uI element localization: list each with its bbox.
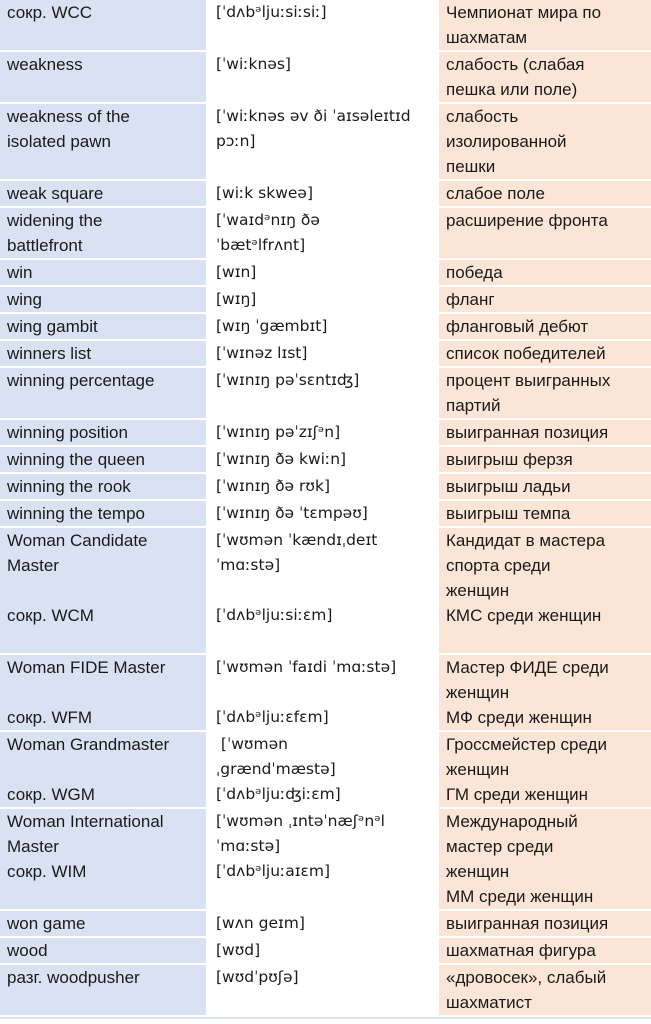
text-line	[7, 578, 204, 603]
ipa-cell	[209, 474, 436, 499]
text-line: [wɪŋ]	[216, 290, 257, 308]
ipa-cell	[209, 911, 436, 936]
term-cell	[0, 208, 206, 258]
text-line: [wɪn]	[216, 263, 257, 281]
text-line: [ˈwʊmən ˌɪntəˈnæʃᵊnᵊl	[216, 812, 385, 830]
term-cell	[0, 447, 206, 472]
text-line: [ˈwaɪdᵊnɪŋ ðə	[216, 211, 320, 229]
term-cell	[0, 260, 206, 285]
table-row	[0, 0, 651, 50]
ipa-cell	[209, 528, 436, 653]
term-cell	[0, 474, 206, 499]
text-line: Woman Candidate	[7, 531, 148, 550]
text-line: разг. woodpusher	[7, 968, 140, 987]
text-line: Кандидат в мастера	[446, 531, 606, 550]
text-line: weakness	[7, 55, 83, 74]
ipa-cell	[209, 181, 436, 206]
text-line: [ˈdʌbᵊljuːʤiːɛm]	[216, 785, 341, 803]
text-line: [ˈwɪnɪŋ ðə rʊk]	[216, 477, 330, 495]
ru-cell	[439, 965, 651, 1015]
text-line: [wɪŋ ˈgæmbɪt]	[216, 317, 328, 335]
text-line: win	[7, 263, 33, 282]
text-line: weak square	[7, 184, 104, 203]
text-line: шахматная фигура	[446, 941, 596, 960]
ipa-cell	[209, 341, 436, 366]
term-cell	[0, 52, 206, 102]
text-line: winning percentage	[7, 371, 155, 390]
ru-cell	[439, 501, 651, 526]
term-cell	[0, 104, 206, 179]
text-line: выигрыш ладьи	[446, 477, 571, 496]
ipa-cell	[209, 501, 436, 526]
text-line: pɔːn]	[216, 132, 256, 150]
text-line	[216, 680, 434, 705]
ipa-cell	[209, 0, 436, 50]
ipa-cell	[209, 104, 436, 179]
ru-cell	[439, 368, 651, 418]
ipa-cell	[209, 732, 436, 807]
ipa-cell	[209, 420, 436, 445]
text-line: [ˈdʌbᵊljuːɛfɛm]	[216, 708, 329, 726]
ru-cell	[439, 938, 651, 963]
ipa-cell	[209, 447, 436, 472]
table-row	[0, 368, 651, 418]
table-row	[0, 655, 651, 730]
text-line: «дровосек», слабый	[446, 968, 607, 987]
table-row	[0, 938, 651, 963]
term-cell	[0, 287, 206, 312]
term-cell	[0, 911, 206, 936]
table-row	[0, 181, 651, 206]
term-cell	[0, 314, 206, 339]
table-row	[0, 52, 651, 102]
ru-cell	[439, 104, 651, 179]
ipa-cell	[209, 52, 436, 102]
ru-cell	[439, 420, 651, 445]
ipa-cell	[209, 287, 436, 312]
text-line: слабость	[446, 107, 519, 126]
text-line	[7, 628, 204, 653]
text-line	[216, 578, 434, 603]
ru-cell	[439, 52, 651, 102]
text-line: [ˈdʌbᵊljuːsiːɛm]	[216, 606, 333, 624]
text-line: [ˈdʌbᵊljuːsiːsiː]	[216, 3, 327, 21]
text-line	[7, 884, 204, 909]
text-line: wing	[7, 290, 42, 309]
text-line: МФ среди женщин	[446, 708, 592, 727]
text-line: [wiːk skweə]	[216, 184, 314, 202]
text-line: слабость (слабая	[446, 55, 585, 74]
text-line: ММ среди женщин	[446, 887, 594, 906]
text-line: слабое поле	[446, 184, 545, 203]
text-line: список победителей	[446, 344, 606, 363]
ru-cell	[439, 474, 651, 499]
ru-cell	[439, 260, 651, 285]
text-line: [ˈwɪnɪŋ ðə ˈtɛmpəʊ]	[216, 504, 368, 522]
text-line: сокр. WGM	[7, 785, 95, 804]
term-cell	[0, 0, 206, 50]
text-line: изолированной	[446, 132, 567, 151]
text-line: winning the queen	[7, 450, 146, 469]
text-line: пешка или поле)	[446, 80, 578, 99]
ru-cell	[439, 809, 651, 909]
text-line: [ˈwʊmən	[216, 735, 288, 753]
ru-cell	[439, 314, 651, 339]
text-line: winning the tempo	[7, 504, 145, 523]
text-line: процент выигранных	[446, 371, 611, 390]
text-line: выигранная позиция	[446, 914, 609, 933]
table-bottom-rule	[0, 1017, 651, 1019]
text-line: ˈbætᵊlfrʌnt]	[216, 236, 306, 254]
term-cell	[0, 938, 206, 963]
text-line: isolated pawn	[7, 132, 111, 151]
ipa-cell	[209, 314, 436, 339]
ru-cell	[439, 181, 651, 206]
text-line: wing gambit	[7, 317, 98, 336]
text-line: Master	[7, 837, 59, 856]
text-line: женщин	[446, 760, 510, 779]
text-line: шахматист	[446, 993, 532, 1012]
text-line: [wʌn geɪm]	[216, 914, 305, 932]
text-line: ˌgrændˈmæstə]	[216, 760, 336, 778]
text-line: мастер среди	[446, 837, 554, 856]
term-cell	[0, 368, 206, 418]
text-line: фланг	[446, 290, 495, 309]
text-line: выигрыш ферзя	[446, 450, 573, 469]
table-row	[0, 965, 651, 1015]
table-row	[0, 341, 651, 366]
text-line: сокр. WFM	[7, 708, 93, 727]
ru-cell	[439, 287, 651, 312]
ru-cell	[439, 341, 651, 366]
text-line: сокр. WCC	[7, 3, 93, 22]
term-cell	[0, 501, 206, 526]
table-row	[0, 287, 651, 312]
term-cell	[0, 732, 206, 807]
ipa-cell	[209, 938, 436, 963]
text-line	[7, 757, 204, 782]
term-cell	[0, 809, 206, 909]
text-line: Международный	[446, 812, 578, 831]
text-line: выигранная позиция	[446, 423, 609, 442]
text-line: пешки	[446, 157, 496, 176]
term-cell	[0, 528, 206, 653]
text-line: победа	[446, 263, 503, 282]
text-line: ˈmɑːstə]	[216, 837, 281, 855]
text-line: Мастер ФИДЕ среди	[446, 658, 609, 677]
text-line	[216, 884, 434, 909]
text-line: Чемпионат мира по	[446, 3, 602, 22]
text-line: [wʊd]	[216, 941, 261, 959]
text-line: [ˈwiːknəs əv ði ˈaɪsəleɪtɪd	[216, 107, 411, 125]
text-line: Woman International	[7, 812, 164, 831]
ipa-cell	[209, 208, 436, 258]
text-line: winners list	[7, 344, 92, 363]
text-line: [ˈwɪnɪŋ ðə kwiːn]	[216, 450, 347, 468]
text-line: [ˈwʊmən ˈkændɪˌdeɪt	[216, 531, 378, 549]
table-row	[0, 420, 651, 445]
term-cell	[0, 420, 206, 445]
ipa-cell	[209, 368, 436, 418]
text-line: сокр. WCM	[7, 606, 94, 625]
text-line: [ˈwɪnəz lɪst]	[216, 344, 308, 362]
table-row	[0, 208, 651, 258]
table-row	[0, 911, 651, 936]
text-line: Master	[7, 556, 59, 575]
ru-cell	[439, 208, 651, 258]
text-line: женщин	[446, 862, 510, 881]
table-row	[0, 528, 651, 653]
text-line: женщин	[446, 581, 510, 600]
term-cell	[0, 655, 206, 730]
ipa-cell	[209, 260, 436, 285]
text-line: сокр. WIM	[7, 862, 87, 881]
text-line: winning position	[7, 423, 128, 442]
table-row	[0, 314, 651, 339]
text-line: won game	[7, 914, 86, 933]
text-line: [ˈdʌbᵊljuːaɪɛm]	[216, 862, 331, 880]
text-line: фланговый дебют	[446, 317, 589, 336]
text-line: [ˈwiːknəs]	[216, 55, 291, 73]
text-line: шахматам	[446, 28, 528, 47]
text-line: [wʊdˈpʊʃə]	[216, 968, 299, 986]
text-line: Гроссмейстер среди	[446, 735, 607, 754]
term-cell	[0, 181, 206, 206]
text-line: winning the rook	[7, 477, 131, 496]
text-line: ˈmɑːstə]	[216, 556, 281, 574]
table-row	[0, 501, 651, 526]
ipa-cell	[209, 655, 436, 730]
text-line: [ˈwɪnɪŋ pəˈzɪʃᵊn]	[216, 423, 341, 441]
text-line: weakness of the	[7, 107, 130, 126]
text-line	[216, 628, 434, 653]
text-line: расширение фронта	[446, 211, 608, 230]
text-line: спорта среди	[446, 556, 551, 575]
table-row	[0, 260, 651, 285]
text-line	[7, 680, 204, 705]
ipa-cell	[209, 809, 436, 909]
ru-cell	[439, 655, 651, 730]
text-line: wood	[7, 941, 48, 960]
text-line: [ˈwʊmən ˈfaɪdi ˈmɑːstə]	[216, 658, 397, 676]
term-cell	[0, 965, 206, 1015]
text-line: [ˈwɪnɪŋ pəˈsɛntɪʤ]	[216, 371, 360, 389]
text-line: женщин	[446, 683, 510, 702]
text-line: battlefront	[7, 236, 83, 255]
text-line: Woman Grandmaster	[7, 735, 170, 754]
text-line: widening the	[7, 211, 103, 230]
ru-cell	[439, 447, 651, 472]
table-row	[0, 732, 651, 807]
ru-cell	[439, 911, 651, 936]
table-row	[0, 104, 651, 179]
text-line: КМС среди женщин	[446, 606, 602, 625]
ru-cell	[439, 0, 651, 50]
table-row	[0, 447, 651, 472]
text-line: Woman FIDE Master	[7, 658, 166, 677]
ru-cell	[439, 732, 651, 807]
table-row	[0, 809, 651, 909]
text-line: партий	[446, 396, 501, 415]
text-line: ГМ среди женщин	[446, 785, 588, 804]
table-row	[0, 474, 651, 499]
text-line	[446, 628, 649, 653]
term-cell	[0, 341, 206, 366]
ipa-cell	[209, 965, 436, 1015]
ru-cell	[439, 528, 651, 653]
text-line: выигрыш темпа	[446, 504, 571, 523]
